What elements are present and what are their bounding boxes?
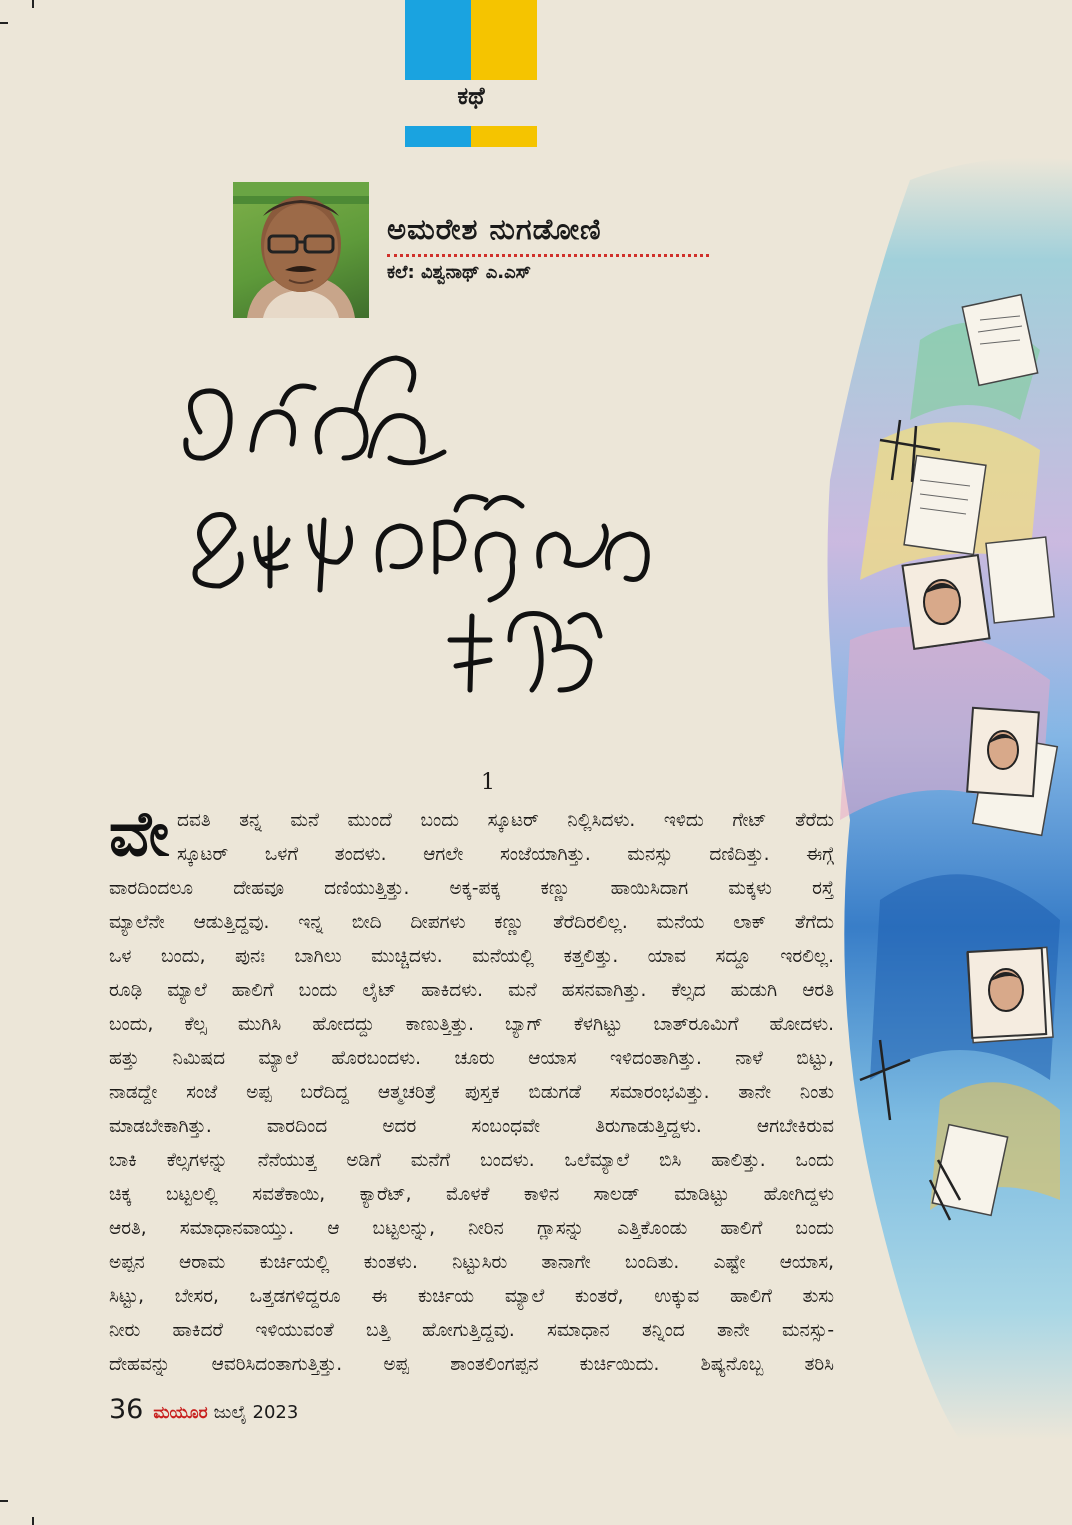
body-line: ಹತ್ತು ನಿಮಿಷದ ಮ್ಯಾಲೆ ಹೊರಬಂದಳು. ಚೂರು ಆಯಾಸ ಇಳಿದಂತಾಗಿತ್ತು. ನಾಳೆ ಬಿಟ್ಟು,	[109, 1048, 834, 1069]
crop-mark	[32, 0, 34, 8]
crop-mark	[0, 1500, 8, 1502]
section-label: ಕಥೆ	[457, 82, 485, 110]
author-photo	[233, 182, 369, 318]
crop-mark	[0, 22, 8, 24]
section-number: 1	[481, 770, 495, 795]
section-tag-yellow-bar	[471, 126, 537, 147]
body-line: ವಾರದಿಂದಲೂ ದೇಹವೂ ದಣಿಯುತ್ತಿತ್ತು. ಅಕ್ಕ-ಪಕ್ಕ ಕಣ್ಣು ಹಾಯಿಸಿದಾಗ ಮಕ್ಕಳು ರಸ್ತೆ	[109, 878, 834, 899]
body-line: ಬಂದು, ಕೆಲ್ಸ ಮುಗಿಸಿ ಹೋದದ್ದು ಕಾಣುತ್ತಿತ್ತು. ಬ್ಯಾಗ್ ಕೆಳಗಿಟ್ಟು ಬಾತ್‌ರೂಮಿಗೆ ಹೋದಳು.	[109, 1014, 834, 1035]
body-line: ಸಿಟ್ಟು, ಬೇಸರ, ಒತ್ತಡಗಳಿದ್ದರೂ ಈ ಕುರ್ಚಿಯ ಮ್ಯಾಲೆ ಕುಂತರೆ, ಉಕ್ಕುವ ಹಾಲಿಗೆ ತುಸು	[109, 1286, 834, 1307]
author-divider	[387, 254, 709, 257]
section-tag-yellow-block	[471, 0, 537, 80]
section-tag-blue-block	[405, 0, 471, 80]
body-line: ಚಿಕ್ಕ ಬಟ್ಟಲಲ್ಲಿ ಸವತೆಕಾಯಿ, ಕ್ಯಾರೆಟ್, ಮೊಳಕೆ ಕಾಳಿನ ಸಾಲಡ್ ಮಾಡಿಟ್ಟು ಹೋಗಿದ್ದಳು	[109, 1184, 834, 1205]
crop-mark	[32, 1517, 34, 1525]
body-line: ನಾಡದ್ದೇ ಸಂಜೆ ಅಪ್ಪ ಬರೆದಿದ್ದ ಆತ್ಮಚರಿತ್ರೆ ಪುಸ್ತಕ ಬಿಡುಗಡೆ ಸಮಾರಂಭವಿತ್ತು. ತಾನೇ ನಿಂತು	[109, 1082, 834, 1103]
body-line: ಮಾಡಬೇಕಾಗಿತ್ತು. ವಾರದಿಂದ ಅದರ ಸಂಬಂಧವೇ ತಿರುಗಾಡುತ್ತಿದ್ದಳು. ಆಗಬೇಕಿರುವ	[109, 1116, 834, 1137]
body-line: ಒಳ ಬಂದು, ಪುನಃ ಬಾಗಿಲು ಮುಚ್ಚಿದಳು. ಮನೆಯಲ್ಲಿ ಕತ್ತಲಿತ್ತು. ಯಾವ ಸದ್ದೂ ಇರಲಿಲ್ಲ.	[109, 946, 834, 967]
body-line: ಬಾಕಿ ಕೆಲ್ಸಗಳನ್ನು ನೆನೆಯುತ್ತ ಅಡಿಗೆ ಮನೆಗೆ ಬಂದಳು. ಒಲೆಮ್ಯಾಲೆ ಬಿಸಿ ಹಾಲಿತ್ತು. ಒಂದು	[109, 1150, 834, 1171]
page-footer	[109, 1394, 298, 1425]
issue-date: ಜುಲೈ 2023	[213, 1402, 299, 1423]
illustration-credit: ಕಲೆ: ವಿಶ್ವನಾಥ್ ಎ.ಎಸ್	[387, 262, 532, 283]
body-line: ದೇಹವನ್ನು ಆವರಿಸಿದಂತಾಗುತ್ತಿತ್ತು. ಅಪ್ಪ ಶಾಂತಲಿಂಗಪ್ಪನ ಕುರ್ಚಿಯಿದು. ಶಿಷ್ಯನೊಬ್ಬ ತರಿಸಿ	[109, 1354, 834, 1375]
body-line: ಸ್ಕೂಟರ್ ಒಳಗೆ ತಂದಳು. ಆಗಲೇ ಸಂಜೆಯಾಗಿತ್ತು. ಮನಸ್ಸು ದಣಿದಿತ್ತು. ಈಗ್ಗೆ	[177, 844, 834, 865]
section-tag-blue-bar	[405, 126, 471, 147]
body-line: ದವತಿ ತನ್ನ ಮನೆ ಮುಂದೆ ಬಂದು ಸ್ಕೂಟರ್ ನಿಲ್ಲಿಸಿದಳು. ಇಳಿದು ಗೇಟ್ ತೆರೆದು	[177, 810, 834, 831]
page-number: 36	[109, 1394, 144, 1425]
title-line-1	[0, 0, 1, 1]
drop-cap: ವೇ	[109, 797, 170, 870]
body-line: ಮ್ಯಾಲೆನೇ ಆಡುತ್ತಿದ್ದವು. ಇನ್ನ ಬೀದಿ ದೀಪಗಳು ಕಣ್ಣು ತೆರೆದಿರಲಿಲ್ಲ. ಮನೆಯ ಲಾಕ್ ತೆಗೆದು	[109, 912, 834, 933]
story-title-handwriting	[160, 340, 680, 720]
body-line: ಆರತಿ, ಸಮಾಧಾನವಾಯ್ತು. ಆ ಬಟ್ಟಲನ್ನು, ನೀರಿನ ಗ್ಲಾಸನ್ನು ಎತ್ತಿಕೊಂಡು ಹಾಲಿಗೆ ಬಂದು	[109, 1218, 834, 1239]
magazine-name: ಮಯೂರ	[153, 1403, 208, 1423]
story-illustration	[820, 120, 1072, 1440]
section-tag	[405, 0, 537, 148]
body-line: ರೂಢಿ ಮ್ಯಾಲೆ ಹಾಲಿಗೆ ಬಂದು ಲೈಟ್ ಹಾಕಿದಳು. ಮನೆ ಹಸನವಾಗಿತ್ತು. ಕೆಲ್ಸದ ಹುಡುಗಿ ಆರತಿ	[109, 980, 834, 1001]
body-line: ಅಪ್ಪನ ಆರಾಮ ಕುರ್ಚಿಯಲ್ಲಿ ಕುಂತಳು. ನಿಟ್ಟುಸಿರು ತಾನಾಗೇ ಬಂದಿತು. ಎಷ್ಟೇ ಆಯಾಸ,	[109, 1252, 834, 1273]
body-line: ನೀರು ಹಾಕಿದರೆ ಇಳಿಯುವಂತೆ ಬತ್ತಿ ಹೋಗುತ್ತಿದ್ದವು. ಸಮಾಧಾನ ತನ್ನಿಂದ ತಾನೇ ಮನಸ್ಸು-	[109, 1320, 834, 1341]
author-name: ಅಮರೇಶ ನುಗಡೋಣಿ	[387, 212, 602, 246]
